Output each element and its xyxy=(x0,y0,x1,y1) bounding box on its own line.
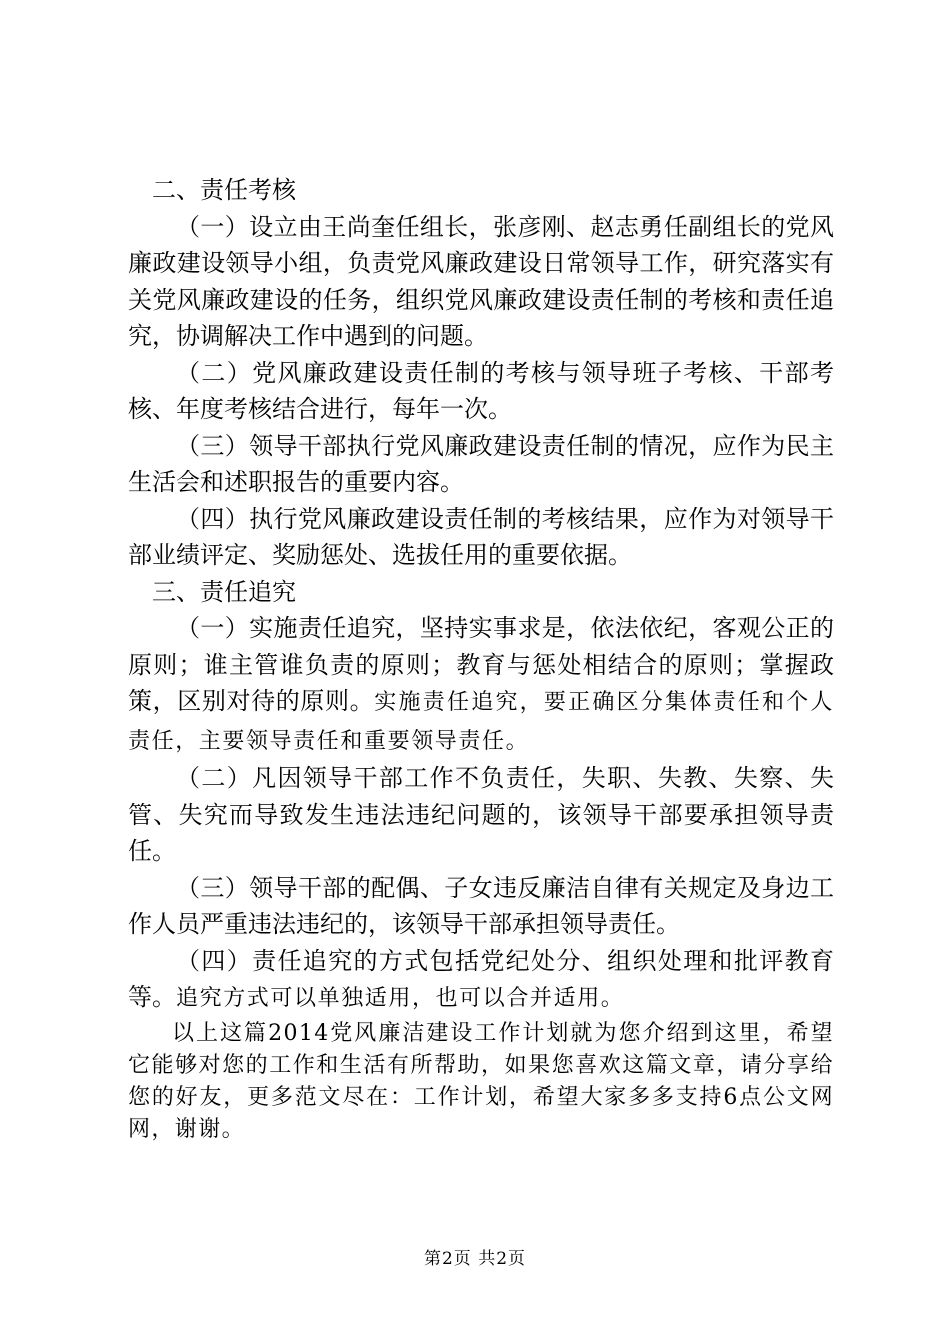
document-body xyxy=(128,172,834,1146)
page-number-footer: 第2页 共2页 xyxy=(423,1249,527,1269)
paragraph-accountability-4-main: （四）责任追究的方式包括党纪处分、组织处理和批评教育等。 xyxy=(128,946,834,1011)
paragraph-accountability-4-extra: 追究方式可以单独适用，也可以合并适用。 xyxy=(176,986,625,1011)
paragraph-assessment-2: （二）党风廉政建设责任制的考核与领导班子考核、干部考核、年度考核结合进行，每年一次。 xyxy=(128,358,834,423)
paragraph-accountability-4 xyxy=(128,943,834,1018)
section-heading-responsibility-assessment: 二、责任考核 xyxy=(152,176,296,204)
paragraph-assessment-3: （三）领导干部执行党风廉政建设责任制的情况，应作为民主生活会和述职报告的重要内容。 xyxy=(128,431,834,496)
paragraph-assessment-4: （四）执行党风廉政建设责任制的考核结果，应作为对领导干部业绩评定、奖励惩处、选拔任用的重要依据。 xyxy=(128,504,834,569)
paragraph-accountability-3: （三）领导干部的配偶、子女违反廉洁自律有关规定及身边工作人员严重违法违纪的，该领导干部承担领导责任。 xyxy=(128,873,834,938)
paragraph-accountability-1-extra: 实施责任追究，要正确区分集体责任和个人责任，主要领导责任和重要领导责任。 xyxy=(128,690,835,754)
closing-paragraph: 以上这篇2014党风廉洁建设工作计划就为您介绍到这里，希望它能够对您的工作和生活有所帮助，如果您喜欢这篇文章，请分享给您的好友，更多范文尽在：工作计划，希望大家多多支持6点公文网网，谢谢。 xyxy=(128,1020,834,1142)
section-heading-accountability: 三、责任追究 xyxy=(152,577,296,606)
paragraph-accountability-1 xyxy=(128,610,834,760)
paragraph-accountability-2: （二）凡因领导干部工作不负责任，失职、失教、失察、失管、失究而导致发生违法违纪问题的，该领导干部要承担领导责任。 xyxy=(128,764,834,865)
paragraph-accountability-1-main: （一）实施责任追究，坚持实事求是，依法依纪，客观公正的原则；谁主管谁负责的原则；教育与惩处相结合的原则；掌握政策，区别对待的原则。 xyxy=(128,614,834,715)
paragraph-assessment-1: （一）设立由王尚奎任组长，张彦刚、赵志勇任副组长的党风廉政建设领导小组，负责党风廉政建设日常领导工作，研究落实有关党风廉政建设的任务，组织党风廉政建设责任制的考核和责任追究，协调解决工作中遇到的问题。 xyxy=(128,212,834,350)
